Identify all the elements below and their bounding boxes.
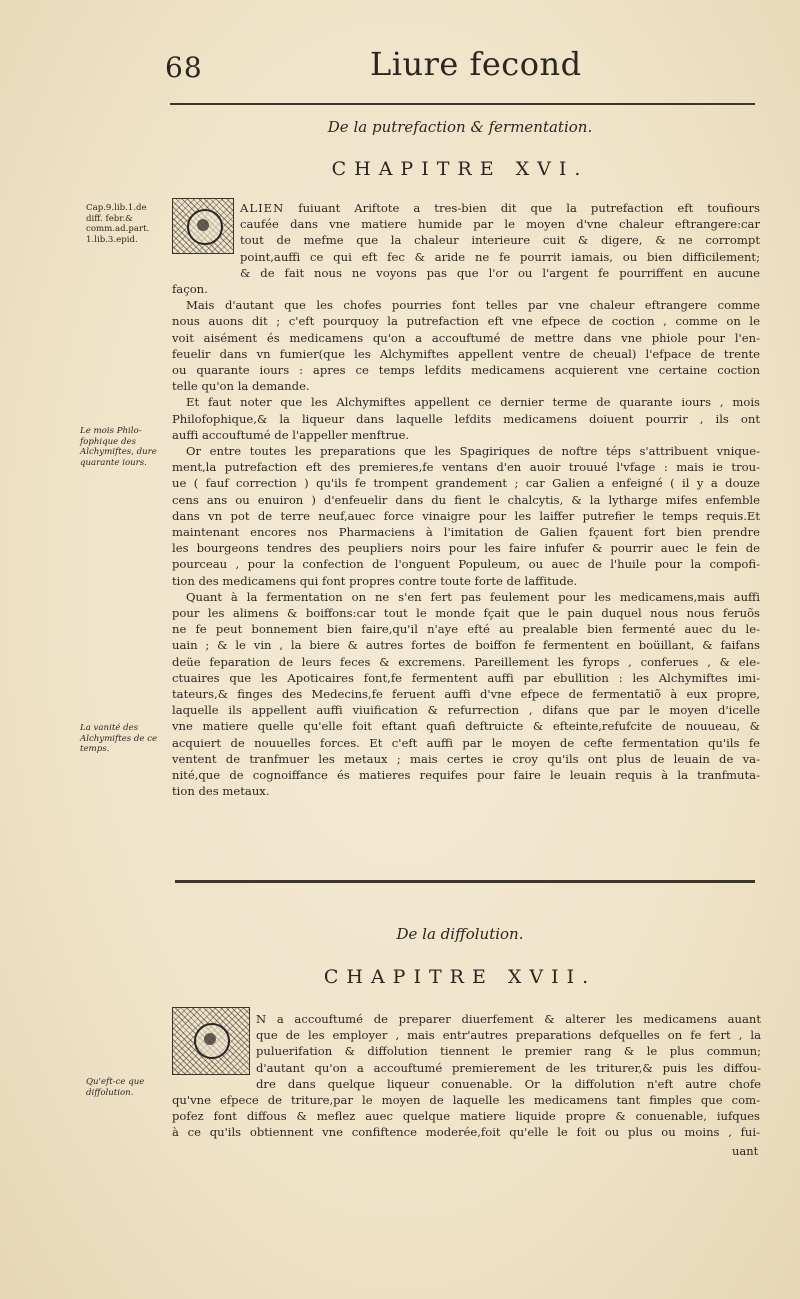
margin-note-what-is-dissolution: Qu'eft-ce que diffolution. (86, 1077, 145, 1098)
chapter17-body (172, 1092, 760, 1141)
decorated-initial-a (172, 198, 234, 254)
text-line: deüe feparation de leurs feces & excremens. Pareillement les fyrops , conferues , & ele- (172, 654, 760, 669)
text-line: Et faut noter que les Alchymiftes appellent ce dernier terme de quarante iours , mois (186, 395, 760, 410)
text-line: que de les employer , mais entr'autres preparations defquelles on fe fert , la (256, 1028, 761, 1043)
text-line: d'autant qu'on a accouftumé premierement de les triturer,& puis les diffou- (256, 1060, 761, 1075)
first-word-rest: LIEN (249, 201, 285, 215)
text-line: pourceau , pour la confection de l'onguent Populeum, ou auec de l'huile pour la compofi- (172, 557, 760, 572)
text-line: à ce qu'ils obtiennent vne confiftence moderée,foit qu'elle le foit ou plus ou moins , fui- (172, 1125, 760, 1140)
margin-note-philosophical-month: Le mois Philo- fophique des Alchymiftes, dure quarante iours. (80, 426, 157, 468)
section-divider-rule (175, 880, 755, 883)
text-line: pofez font diffous & meflez auec quelque matiere liquide propre & conuenable, iufques (172, 1109, 760, 1124)
text-line: tion des metaux. (172, 784, 270, 799)
text-line: dans vn pot de terre neuf,auec force vinaigre pour les laiffer putrefier le temps requis.Et (172, 508, 760, 523)
text-line: N a accouftumé de preparer diuerfement & alterer les medicamens auant (256, 1012, 761, 1026)
chapter17-opening (256, 1011, 761, 1092)
text-line: façon. (172, 282, 208, 296)
text-line: cens ans ou enuiron ) d'enfeuelir dans du fient le chalcytis, & la lytharge mifes enfemble (172, 492, 760, 507)
text-line: voit aisément és medicamens qu'on a accouftumé de mettre dans vne phiole pour l'en- (172, 330, 760, 345)
text-line: feuelir dans vn fumier(que les Alchymiftes appellent ventre de cheual) l'efpace de trente (172, 346, 760, 361)
text-line: Philofophique,& la liqueur dans laquelle lefdits medicamens doiuent pourrir , ils ont (172, 411, 760, 426)
chapter16-body (172, 281, 760, 800)
margin-note-vanity-alchemists: La vanité des Alchymiftes de ce temps. (80, 723, 158, 754)
text-line: maintenant encores nos Pharmaciens à l'imitation de Galien fçauent fort bien prendre (172, 525, 760, 540)
text-line: Mais d'autant que les chofes pourries font telles par vne chaleur eftrangere comme (186, 298, 760, 313)
text-line: uain ; & le vin , la biere & autres fortes de boiffon fe fermentent en boüillant, & faifans (172, 638, 760, 653)
text-line: tateurs,& finges des Medecins,fe feruent auffi d'vne efpece de fermentatiõ à eux propre, (172, 687, 760, 702)
header-rule (170, 103, 755, 105)
text-line: les bourgeons tendres des peupliers noirs pour les faire infufer & pourrir auec le fein de (172, 541, 760, 556)
text-line: ventent de tranfmuer les metaux ; mais certes ie croy qu'ils ont plus de leuain de va- (172, 751, 760, 766)
text-line: ment,la putrefaction eft des premieres,fe ventans d'en auoir trouué l'vfage : mais ie trou- (172, 460, 760, 475)
text-line: tout de mefme que la chaleur interieure cuit & digere, & ne corrompt (240, 233, 760, 248)
text-line: dre dans quelque liqueur conuenable. Or la diffolution n'eft autre chofe (256, 1076, 761, 1091)
section-title-putrefaction: De la putrefaction & fermentation. (327, 118, 593, 136)
page-number: 68 (165, 51, 203, 84)
text-line: ue ( fauf correction ) qu'ils fe trompent grandement ; car Galien a enfeigné ( il y a douze (172, 476, 760, 491)
text-line: Or entre toutes les preparations que les Spagiriques de noftre téps s'attribuent vnique- (186, 444, 760, 459)
text-line: nous auons dit ; c'eft pourquoy la putrefaction eft vne efpece de coction , comme on le (172, 314, 760, 329)
text-line: laquelle ils appellent auffi viuification & refurrection , difans que par le moyen d'icelle (172, 703, 760, 718)
ornament-boss-icon (194, 1023, 230, 1059)
section-title-dissolution: De la diffolution. (396, 925, 524, 943)
text-line: telle qu'on la demande. (172, 379, 310, 394)
text-line: Quant à la fermentation on ne s'en fert pas feulement pour les medicamens,mais auffi (186, 589, 760, 604)
text-line: qu'vne efpece de triture,par le moyen de laquelle les medicamens tant fimples que com- (172, 1093, 760, 1107)
running-head: Liure fecond (370, 45, 582, 83)
chapter-title-xvii: CHAPITRE XVII. (323, 966, 597, 988)
text-line: point,auffi ce qui eft fec & aride ne fe pourrit iamais, ou bien difficilement; (240, 249, 760, 264)
text-line: nité,que de cognoiffance és matieres requifes pour faire le leuain requis à la tranfmuta- (172, 768, 760, 783)
text-line: pour les alimens & boiffons:car tout le monde fçait que le pain duquel nous nous feruõs (172, 606, 760, 621)
text-line: tion des medicamens qui font propres contre toute forte de laffitude. (172, 573, 578, 588)
decorated-initial-o (172, 1007, 250, 1075)
margin-note-galen-reference: Cap.9.lib.1.de diff. febr.& comm.ad.part. 1.lib.3.epid. (86, 203, 150, 245)
text-line: ou quarante iours : apres ce temps lefdits medicamens acquierent vne certaine coction (172, 363, 760, 378)
drop-initial: A (240, 201, 250, 215)
chapter-title-xvi: CHAPITRE XVI. (331, 158, 589, 180)
text-line: & de fait nous ne voyons pas que l'or ou l'argent fe pourriffent en aucune (240, 265, 760, 280)
text-line: auffi accouftumé de l'appeller menftrue. (172, 427, 410, 442)
text-line: ALIEN fuiuant Ariftote a tres-bien dit que la putrefaction eft toufiours (240, 201, 760, 215)
chapter16-opening (240, 200, 760, 281)
page-header (165, 45, 755, 90)
text-line: acquiert de nouuelles forces. Et c'eft auffi par le moyen de cefte fermentation qu'ils fe (172, 735, 760, 750)
catchword: uant (732, 1144, 759, 1158)
text-line: puluerifation & diffolution tiennent le premier rang & le plus commun; (256, 1044, 761, 1059)
ornament-boss-icon (187, 209, 223, 245)
text-line: ctuaires que les Apoticaires font,fe fermentent auffi par ebullition : les Alchymiftes imi- (172, 670, 760, 685)
text-line: caufée dans vne matiere humide par le moyen d'vne chaleur eftrangere:car (240, 217, 760, 232)
text-line: vne matiere quelle qu'elle foit eftant quafi deftruicte & efteinte,refufcite de nouueau, & (172, 719, 760, 734)
text-line: ne fe peut bonnement bien faire,qu'il n'aye efté au prealable bien fermenté auec du le- (172, 622, 760, 637)
